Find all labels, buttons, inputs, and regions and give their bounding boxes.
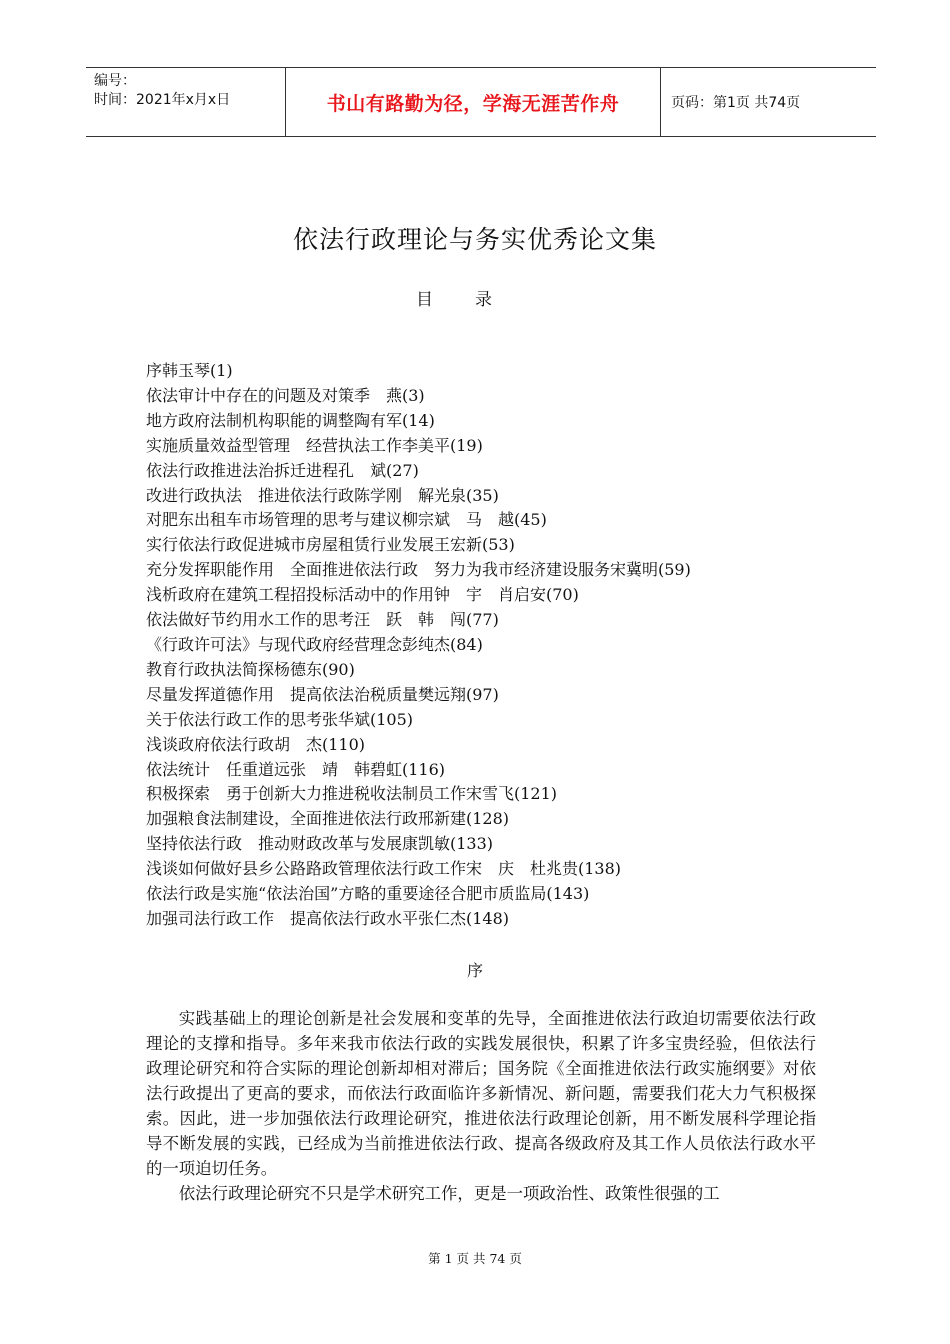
document-title: 依法行政理论与务实优秀论文集 bbox=[292, 225, 657, 254]
toc-item: 依法行政是实施“依法治国”方略的重要途径合肥市质监局(143) bbox=[146, 884, 590, 904]
header-meta bbox=[86, 68, 286, 136]
toc-item: 对肥东出租车市场管理的思考与建议柳宗斌 马 越(45) bbox=[146, 510, 547, 530]
page-footer: 第 1 页 共 74 页 bbox=[428, 1251, 522, 1266]
toc-item: 依法审计中存在的问题及对策季 燕(3) bbox=[146, 385, 425, 405]
header-motto: 书山有路勤为径，学海无涯苦作舟 bbox=[286, 68, 661, 136]
toc-item: 坚持依法行政 推动财政改革与发展康凯敏(133) bbox=[146, 834, 494, 854]
toc-item: 依法做好节约用水工作的思考汪 跃 韩 闯(77) bbox=[146, 610, 499, 630]
toc-item: 浅谈如何做好县乡公路路政管理依法行政工作宋 庆 杜兆贵(138) bbox=[146, 859, 622, 879]
toc-item: 关于依法行政工作的思考张华斌(105) bbox=[146, 709, 414, 729]
page-header bbox=[86, 67, 876, 137]
table-of-contents bbox=[146, 359, 846, 932]
toc-item: 《行政许可法》与现代政府经营理念彭纯杰(84) bbox=[146, 634, 483, 654]
header-id-label: 编号： bbox=[94, 73, 136, 89]
toc-item: 地方政府法制机构职能的调整陶有军(14) bbox=[146, 410, 435, 430]
toc-item: 加强粮食法制建设，全面推进依法行政邢新建(128) bbox=[146, 809, 510, 829]
paragraph: 实践基础上的理论创新是社会发展和变革的先导，全面推进依法行政迫切需要依法行政理论的支撑和指导。多年来我市依法行政的实践发展很快，积累了许多宝贵经验，但依法行政理论研究和符合实际的理论创新却相对滞后；国务院《全面推进依法行政实施纲要》对依法行政提出了更高的要求，而依法行政面临许多新情况、新问题，需要我们花大力气积极探索。因此，进一步加强依法行政理论研究，推进依法行政理论创新，用不断发展科学理论指导不断发展的实践，已经成为当前推进依法行政、提高各级政府及其工作人员依法行政水平的一项迫切任务。 bbox=[146, 1009, 816, 1178]
toc-item: 尽量发挥道德作用 提高依法治税质量樊远翔(97) bbox=[146, 684, 499, 704]
toc-item: 实施质量效益型管理 经营执法工作李美平(19) bbox=[146, 435, 483, 455]
header-page-label: 页码：第1页 共74页 bbox=[671, 95, 801, 111]
toc-heading bbox=[0, 285, 950, 310]
toc-item: 教育行政执法简探杨德东(90) bbox=[146, 659, 355, 679]
toc-heading-text: 目录 bbox=[416, 290, 534, 310]
toc-item: 依法统计 任重道远张 靖 韩碧虹(116) bbox=[146, 759, 446, 779]
toc-item: 序韩玉琴(1) bbox=[146, 361, 233, 380]
paragraph: 依法行政理论研究不只是学术研究工作，更是一项政治性、政策性很强的工 bbox=[178, 1184, 720, 1203]
toc-item: 充分发挥职能作用 全面推进依法行政 努力为我市经济建设服务宋冀明(59) bbox=[146, 560, 691, 580]
toc-item: 改进行政执法 推进依法行政陈学刚 解光泉(35) bbox=[146, 485, 499, 505]
toc-item: 浅析政府在建筑工程招投标活动中的作用钟 宇 肖启安(70) bbox=[146, 585, 579, 605]
section-title: 序 bbox=[466, 961, 483, 980]
toc-item: 实行依法行政促进城市房屋租赁行业发展王宏新(53) bbox=[146, 535, 515, 555]
toc-item: 积极探索 勇于创新大力推进税收法制员工作宋雪飞(121) bbox=[146, 784, 558, 804]
toc-item: 加强司法行政工作 提高依法行政水平张仁杰(148) bbox=[146, 908, 510, 928]
toc-item: 浅谈政府依法行政胡 杰(110) bbox=[146, 734, 366, 754]
header-date-label: 时间：2021年x月x日 bbox=[94, 92, 231, 108]
body-text bbox=[146, 1006, 816, 1206]
toc-item: 依法行政推进法治拆迁进程孔 斌(27) bbox=[146, 460, 419, 480]
